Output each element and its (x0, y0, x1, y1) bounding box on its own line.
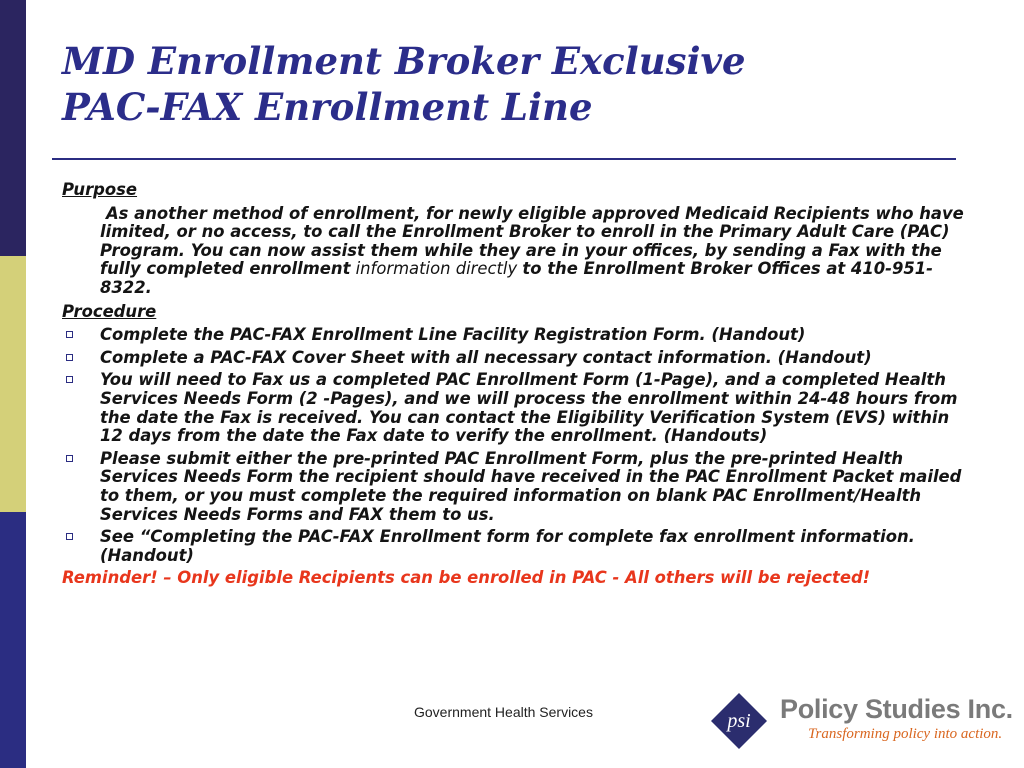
sidebar-middle-segment (0, 256, 26, 512)
procedure-item-text: Please submit either the pre-printed PAC Enrollment Form, plus the pre-printed Health Services Needs Form the recipient should have received in the PAC Enrollment Packet mailed to them, or you must complete the required information on blank PAC Enrollment/Health Services Needs Forms and FAX them to us. (100, 448, 962, 524)
slide-title-line-1: MD Enrollment Broker Exclusive (62, 39, 746, 83)
procedure-item-text: Complete a PAC-FAX Cover Sheet with all necessary contact information. (Handout) (100, 347, 872, 367)
purpose-text-part-3: to the Enrollment Broker Offices at 410-951-8322. (100, 259, 933, 297)
procedure-item (62, 326, 967, 345)
procedure-item (62, 528, 967, 565)
procedure-item-text: You will need to Fax us a completed PAC Enrollment Form (1-Page), and a completed Health Services Needs Form (2 -Pages), and we will process the enrollment within 24-48 hours from the date the Fax is received. You can contact the Eligibility Verification System (EVS) within 12 days from the date the Fax date to verify the enrollment. (Handouts) (100, 370, 958, 446)
hollow-square-bullet-icon (66, 354, 73, 361)
procedure-heading: Procedure (62, 301, 157, 321)
company-name: Policy Studies Inc. (780, 694, 1013, 724)
purpose-text-part-2: information directly (350, 259, 523, 279)
purpose-text-part-1: As another method of enrollment, for newly eligible approved Medicaid Recipients who have limited, or no access, to call the Enrollment Broker to enroll in the Primary Adult Care (PAC) Program. You can now assist them while they are in your offices, by sending a Fax with the fully completed enrollment (100, 203, 964, 279)
slide-title (62, 38, 746, 130)
company-tagline: Transforming policy into action. (808, 726, 1003, 742)
procedure-item (62, 349, 967, 368)
slide-title-line-2: PAC-FAX Enrollment Line (62, 85, 593, 129)
left-color-bar (0, 0, 26, 768)
hollow-square-bullet-icon (66, 533, 73, 540)
procedure-item-text: Complete the PAC-FAX Enrollment Line Facility Registration Form. (Handout) (100, 325, 806, 345)
sidebar-bottom-segment (0, 512, 26, 768)
sidebar-top-segment (0, 0, 26, 256)
slide-body (62, 181, 967, 588)
reminder-text: Reminder! – Only eligible Recipients can be enrolled in PAC - All others will be rejected! (62, 568, 871, 588)
company-logo (706, 684, 1016, 750)
procedure-item-text: See “Completing the PAC-FAX Enrollment form for complete fax enrollment information. (Handout) (100, 527, 915, 565)
logo-mark-text: psi (727, 710, 751, 732)
procedure-list (62, 326, 967, 565)
procedure-item (62, 450, 967, 524)
hollow-square-bullet-icon (66, 455, 73, 462)
psi-diamond-logo-icon (710, 692, 768, 750)
purpose-paragraph (100, 205, 967, 298)
procedure-item (62, 371, 967, 445)
hollow-square-bullet-icon (66, 331, 73, 338)
hollow-square-bullet-icon (66, 376, 73, 383)
purpose-heading: Purpose (62, 180, 138, 199)
footer-text: Government Health Services (414, 704, 593, 720)
title-divider (52, 158, 956, 160)
